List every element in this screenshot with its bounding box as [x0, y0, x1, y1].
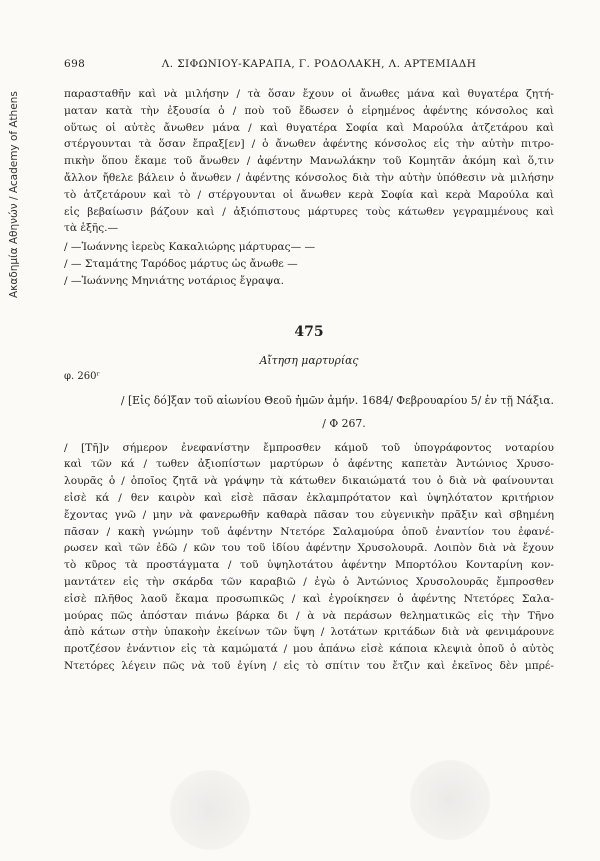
document-body-text-line: μαντάτεν εἰς τὴν σκάρδα τῶν καραβιῶ / ἐγὼ ὁ Ἀντώνιος Χρυσολουρᾶς ἔμπροσθεν [64, 575, 554, 588]
side-watermark: Ακαδημία Αθηνών / Academy of Athens [8, 91, 20, 298]
previous-document-text-line: τὰ ἑξῆς.— [64, 222, 119, 235]
document-body-text-line: ρωσεν καὶ τῶν ἐδῶ / κῶν του τοῦ ἰδίου ἀφέντην Χρυσολουρᾶ. Λοιπὸν διὰ νὰ ἔχουν [64, 542, 554, 555]
previous-document-text-line: οὕτως οἱ αὐτὲς ἄνωθεν μάνα / καὶ θυγατέρα Σοφία καὶ Μαρούλα ἀτζετάρου καὶ [64, 121, 554, 134]
document-body-text-line: μούρας πῶς ἀπόσταν πιάνω βάρκα δι / ὰ νὰ περάσων θεληματικῶς εἰς τὴν Τῆνο [64, 609, 554, 622]
signatures [64, 239, 554, 289]
watermark-stamp-left [170, 770, 250, 850]
document-body-text-line: ἀπὸ κάτων στὴν ὑπακοὴν ἐκείνων τῶν ὕψη / λοτάτων κριτάδων διὰ νὰ φενιμάρουνε [64, 626, 554, 639]
running-head [64, 58, 554, 78]
document-body-text-line: προτζέσον ἐνάντιον εἰς τὰ καμώματά / μου ἀπάνω εἰσὲ κάποια κλεψιὰ ὁποῦ ὁ αὐτὸς [64, 643, 554, 656]
document-body-text-line: πᾶσαν / κακὴ γνώμην τοῦ ἀφέντην Ντετόρε Σαλαμούρα ὁποῦ ἐναντίον του ἐφανέ- [64, 525, 554, 538]
previous-document-text-line: στέργουνται τὰ ὅσαν ἔπραξ[εν] / ὁ ἄνωθεν ἀφέντης κόνσολος εἰς τὴν αὐτὴν πιτρο- [64, 138, 554, 151]
document-body-text-line: ἔχοντας γνῶ / μην νὰ φανερωθῆν καθαρὰ πᾶσαν του εὐγενικὴν πρᾶξιν καὶ σβημένη [64, 508, 554, 521]
previous-document-text-line: πικὴν ὅπου ἔκαμε τοῦ ἄνωθεν / ἀφέντην Μανωλάκην τοῦ Κομητᾶν ἀκόμη καὶ ὅ,τιν [64, 155, 554, 168]
document-body-text-line: / [Τῆ]ν σήμερον ἐνεφανίστην ἔμπροσθεν κάμοῦ τοῦ ὑπογράφοντος νοταρίου [64, 441, 554, 454]
signature-line: / —Ἰωάννης Μηνιάτης νοτάριος ἔγραψα. [64, 274, 284, 287]
previous-document-text-line: ἄλλον ἤθελε βάλειν ὁ ἄνωθεν / ἀφέντης κόνσολος διὰ τὴν αὐτὴν ὑπόθεσιν νὰ μιλήσην [64, 171, 554, 184]
document-body-text-line: καὶ τῶν κά / τωθεν ἀξιοπίστων μαρτύρων ὁ ἀφέντης καπετὰν Ἀντώνιος Χρυσο- [64, 458, 554, 471]
document-dateline: / [Εἰς δό]ξαν τοῦ αἰωνίου Θεοῦ ἡμῶν ἀμήν. 1684/ Φεβρουαρίου 5/ ἐν τῇ Νάξια. [120, 393, 554, 407]
document-title: Αἴτηση μαρτυρίας [259, 353, 359, 367]
signature-line: / — Σταμάτης Ταρόδος μάρτυς ὡς ἄνωθε — [64, 257, 298, 270]
previous-document-text-line: εἰς βεβαίωσιν βάζουν καὶ / ἀξιόπιστους μάρτυρες τοὺς κάτωθεν γεγραμμένους καὶ [64, 205, 554, 218]
document-reference: / Φ 267. [322, 416, 366, 430]
signature-line: / —Ἰωάννης ἱερεὺς Κακαλιώρης μάρτυρας— — [64, 241, 316, 254]
running-head-authors: Λ. ΣΙΦΩΝΙΟΥ-ΚΑΡΑΠΑ, Γ. ΡΟΔΟΛΑΚΗ, Λ. ΑΡΤΕΜΙΑΔΗ [161, 58, 477, 70]
document-number: 475 [294, 323, 324, 340]
document-body-text-line: Ντετόρες λέγειν πῶς νὰ τοῦ ἐγίνη / εἰς τὸ σπίτιν του ἔτζιν καὶ ἐκεῖνος δὲν μπρέ- [64, 659, 554, 672]
document-body-text-line: εἰσὲ πλῆθος λαοῦ ἔκαμα προσωπικῶς / καὶ ἐγροίκησεν ὁ ἀφέντης Ντετόρες Σαλα- [64, 592, 554, 605]
document-body-text-line: εἰσὲ κά / θεν καιρὸν καὶ εἰσὲ πᾶσαν ἐκλαμπρότατον καὶ ὑψηλότατον κριτήριον [64, 491, 554, 504]
document-body-text-line: τὸ κῦρος τὰ προστάγματα / τοῦ ὑψηλοτάτου ἀφέντην Μπορτόλου Κονταρίνη κον- [64, 559, 554, 572]
document-body-text [64, 440, 554, 675]
document-body-text-line: λουρᾶς ὁ / ὁποῖος ζητᾶ νὰ γράψην τὰ κάτωθεν δικαιώματά του ὁ διὰ νὰ φαίνουνται [64, 475, 554, 488]
previous-document-text [64, 86, 554, 237]
page-number: 698 [64, 58, 86, 70]
previous-document-text-line: ματαν κατὰ τὴν ἐξουσία ὁ / ποὺ τοῦ ἔδωσεν ὁ εἰρημένος ἀφέντης κόνσολος καὶ [64, 104, 554, 117]
previous-document-text-line: παρασταθῆν καὶ νὰ μιλήσην / τὰ ὅσαν ἔχουν οἱ ἄνωθες μάνα καὶ θυγατέρα ζητή- [64, 88, 554, 100]
watermark-stamp-right [410, 760, 490, 840]
previous-document-text-line: τὸ ἀτζετάρουν καὶ τὸ / στέργουνται οἱ ἄνωθεν κερὰ Σοφία καὶ κερὰ Μαρούλα καὶ [64, 188, 554, 201]
folio-reference: φ. 260ʳ [64, 370, 100, 382]
page-content [64, 58, 554, 675]
